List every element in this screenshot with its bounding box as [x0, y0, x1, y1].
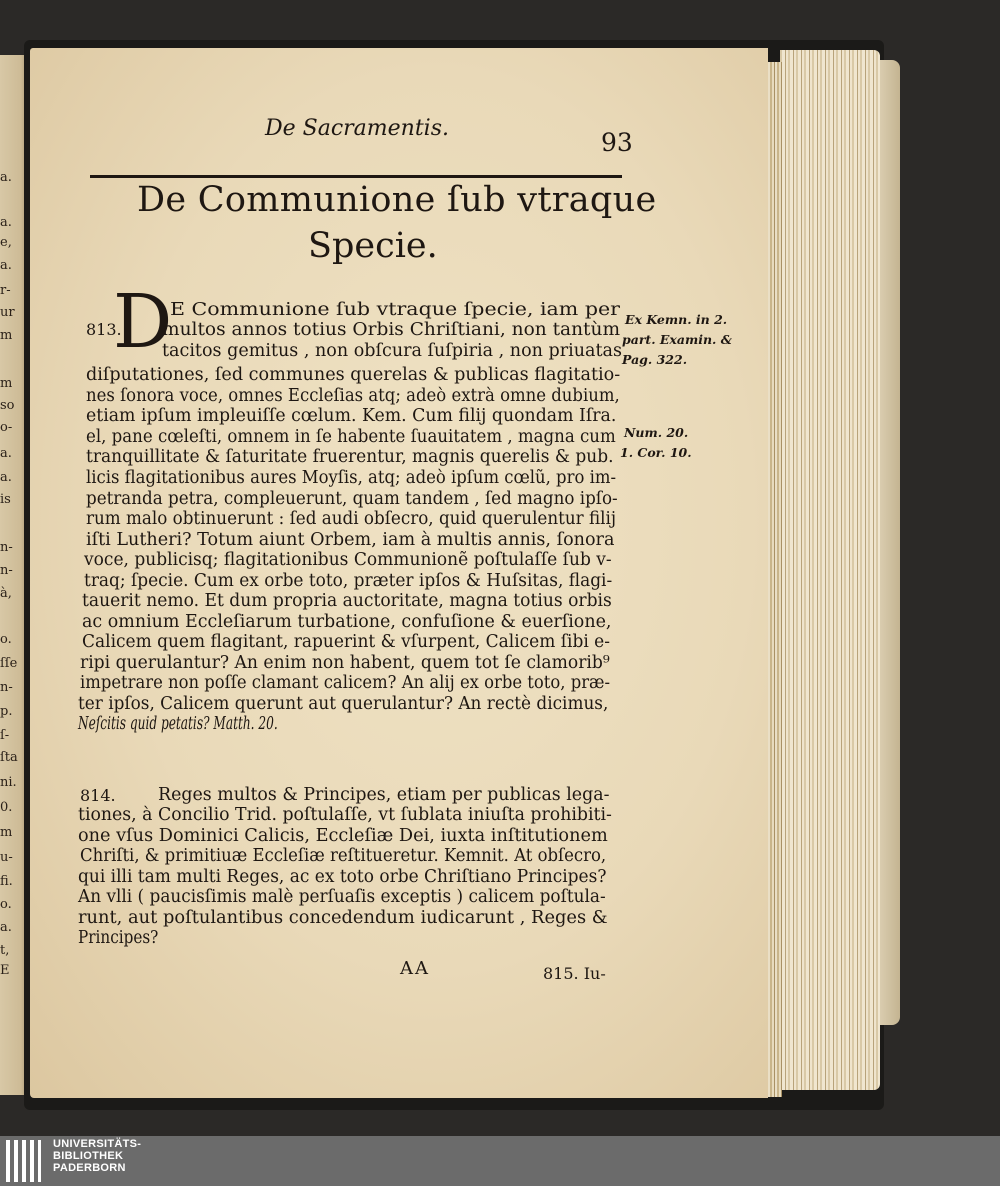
- text-line: tacitos gemitus , non obſcura ſuſpiria , non priuatas: [162, 341, 622, 361]
- previous-page-text-fragment: ur: [0, 305, 15, 320]
- previous-page-text-fragment: n-: [0, 680, 13, 695]
- text-line: iſti Lutheri? Totum aiunt Orbem, iam à multis annis, ſonora: [86, 530, 615, 550]
- header-rule: [90, 175, 622, 178]
- text-line: Reges multos & Principes, etiam per publicas lega-: [158, 785, 610, 805]
- paragraph-number-814: 814.: [80, 786, 116, 805]
- text-line: Neſcitis quid petatis? Matth. 20.: [78, 714, 278, 734]
- previous-page-text-fragment: ni.: [0, 775, 17, 790]
- text-line: An vlli ( paucisſimis malè perſuaſis exceptis ) calicem poſtula-: [78, 887, 606, 907]
- library-name-line-3: PADERBORN: [53, 1162, 126, 1174]
- previous-page-text-fragment: ſſe: [0, 656, 18, 671]
- text-line: multos annos totius Orbis Chriſtiani, non tantùm: [162, 320, 621, 340]
- previous-page-text-fragment: so: [0, 398, 15, 413]
- text-line: tiones, à Concilio Trid. poſtulaſſe, vt ſublata iniuſta prohibiti-: [78, 805, 612, 825]
- margin-note: part. Examin. &: [622, 332, 733, 347]
- previous-page-text-fragment: is: [0, 492, 11, 507]
- previous-page-text-fragment: n-: [0, 563, 13, 578]
- library-name-line-1: UNIVERSITÄTS-: [53, 1138, 142, 1150]
- previous-page-text-fragment: a.: [0, 258, 12, 273]
- previous-page-text-fragment: à,: [0, 586, 12, 601]
- paragraph-number-813: 813.: [86, 320, 122, 339]
- text-line: voce, publicisq; flagitationibus Communionẽ poſtulaſſe ſub v-: [84, 550, 612, 570]
- text-line: qui illi tam multi Reges, ac ex toto orbe Chriſtiano Principes?: [78, 867, 607, 887]
- text-line: rum malo obtinuerunt : ſed audi obſecro, quid querulentur filij: [86, 509, 617, 529]
- text-line: traq; ſpecie. Cum ex orbe toto, præter ipſos & Huſsitas, flagi-: [84, 571, 613, 591]
- previous-page-text-fragment: t,: [0, 943, 10, 958]
- margin-note: Pag. 322.: [622, 352, 688, 367]
- previous-page-text-fragment: o-: [0, 420, 13, 435]
- catchword: 815. Iu-: [543, 964, 606, 983]
- margin-note: Ex Kemn. in 2.: [625, 312, 728, 327]
- previous-page-text-fragment: a.: [0, 470, 12, 485]
- library-footer: [0, 1136, 1000, 1186]
- text-line: petranda petra, compleuerunt, quam tandem , ſed magno ipſo-: [86, 489, 618, 509]
- text-line: ter ipſos, Calicem querunt aut querulantur? An rectè dicimus,: [78, 694, 609, 714]
- previous-page-text-fragment: E: [0, 963, 10, 978]
- text-line: etiam ipſum impleuiſſe cœlum. Kem. Cum filij quondam Iſra.: [86, 406, 617, 426]
- previous-page-text-fragment: n-: [0, 540, 13, 555]
- text-line: Chriſti, & primitiuæ Eccleſiæ reſtitueretur. Kemnit. At obſecro,: [80, 846, 607, 866]
- previous-page-text-fragment: m: [0, 825, 13, 840]
- previous-page-text-fragment: a.: [0, 446, 12, 461]
- text-line: el, pane cœleſti, omnem in ſe habente ſuauitatem , magna cum: [86, 427, 616, 447]
- text-line: E Communione ſub vtraque ſpecie, iam per: [170, 300, 620, 320]
- text-line: tranquillitate & ſaturitate fruerentur, magnis querelis & pub.: [86, 447, 614, 467]
- library-name-line-2: BIBLIOTHEK: [53, 1150, 124, 1162]
- previous-page-text-fragment: ſ-: [0, 728, 10, 743]
- signature-mark: AA: [400, 958, 430, 979]
- previous-page-text-fragment: ſta: [0, 750, 18, 765]
- text-line: licis flagitationibus aures Moyſis, atq; adeò ipſum cœlũ, pro im-: [86, 468, 617, 488]
- previous-page-text-fragment: a.: [0, 170, 12, 185]
- previous-page-text-fragment: e,: [0, 235, 12, 250]
- text-line: Calicem quem flagitant, rapuerint & vſurpent, Calicem ſibi e-: [82, 632, 610, 652]
- text-line: tauerit nemo. Et dum propria auctoritate, magna totius orbis: [82, 591, 612, 611]
- text-line: impetrare non poſſe clamant calicem? An alij ex orbe toto, præ-: [80, 673, 611, 693]
- chapter-title-line-2: Specie.: [308, 226, 438, 266]
- previous-page-text-fragment: m: [0, 328, 13, 343]
- previous-page-text-fragment: p.: [0, 704, 13, 719]
- previous-page-text-fragment: u-: [0, 850, 13, 865]
- page-number: 93: [601, 128, 633, 157]
- page-block-edge: [780, 50, 880, 1090]
- previous-page-text-fragment: 0.: [0, 800, 13, 815]
- previous-page-text-fragment: a.: [0, 920, 12, 935]
- library-logo-icon: [6, 1140, 46, 1182]
- previous-page-text-fragment: a.: [0, 215, 12, 230]
- text-line: nes ſonora voce, omnes Eccleſias atq; adeò extrà omne dubium,: [86, 386, 620, 406]
- running-head: De Sacramentis.: [265, 116, 450, 141]
- previous-page-text-fragment: o.: [0, 632, 12, 647]
- previous-page-text-fragment: r-: [0, 283, 11, 298]
- drop-cap-initial: D: [113, 279, 173, 365]
- text-line: one vſus Dominici Calicis, Eccleſiæ Dei, iuxta inſtitutionem: [78, 826, 608, 846]
- previous-page-text-fragment: fi.: [0, 874, 13, 889]
- text-line: ripi querulantur? An enim non habent, quem tot ſe clamorib⁹: [80, 653, 610, 673]
- previous-page-text-fragment: m: [0, 376, 13, 391]
- text-line: ac omnium Eccleſiarum turbatione, confuſione & euerſione,: [82, 612, 612, 632]
- text-line: runt, aut poſtulantibus concedendum iudicarunt , Reges &: [78, 908, 608, 928]
- margin-note: 1. Cor. 10.: [620, 445, 692, 460]
- previous-page-text-fragment: o.: [0, 897, 12, 912]
- margin-note: Num. 20.: [624, 425, 689, 440]
- text-line: diſputationes, ſed communes querelas & publicas flagitatio-: [86, 365, 621, 385]
- chapter-title-line-1: De Communione ſub vtraque: [137, 180, 657, 220]
- text-line: Principes?: [78, 928, 159, 948]
